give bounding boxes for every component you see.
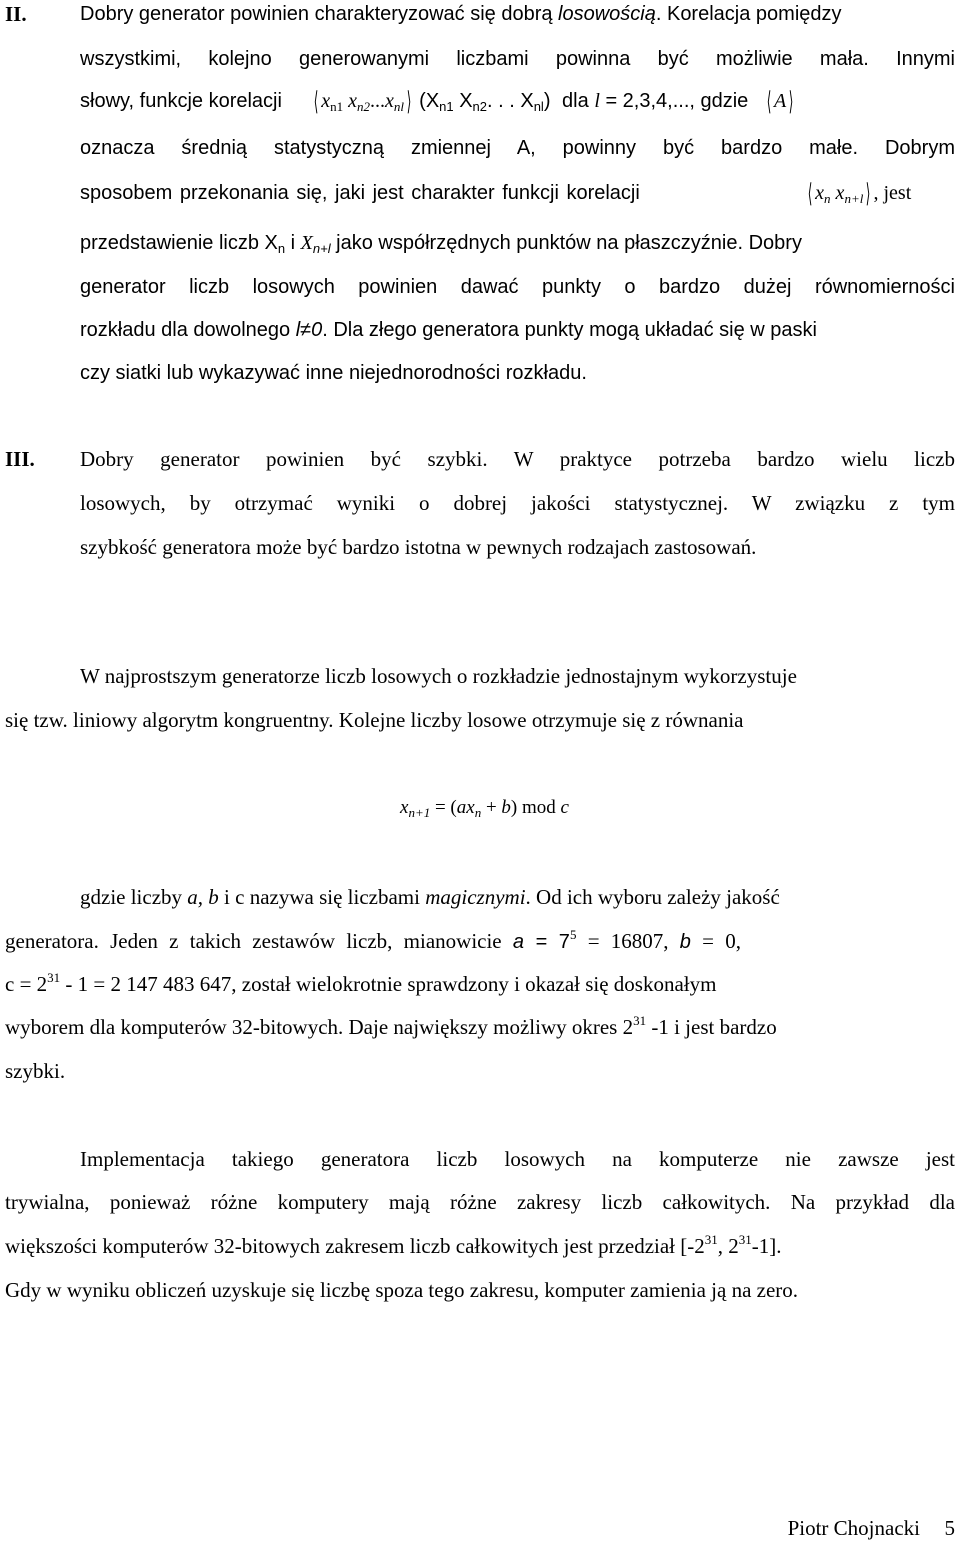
text-line: sposobem przekonania się, jaki jest charakter funkcji korelacji ⟨ $x_n$ $x_{n+l}$ ⟩ , jest: [80, 179, 912, 208]
text-line: $c = 2^{31} - 1 = 2$ 147 483 647, został wielokrotnie sprawdzony i okazał się doskonałym: [5, 970, 717, 996]
text-line: oznacza średnią statystyczną zmiennej A, powinny być bardzo małe. Dobrym: [80, 137, 955, 159]
text-line: większości komputerów 32-bitowych zakresem liczb całkowitych jest przedział [$-2^{31}$, $2^{31}-1$].: [5, 1232, 782, 1258]
page-footer: [788, 1516, 955, 1541]
text-line: wszystkimi, kolejno generowanymi liczbami powinna być możliwie mała. Innymi: [80, 48, 955, 70]
text-line: generator liczb losowych powinien dawać punkty o bardzo dużej równomierności: [80, 276, 955, 298]
footer-author: Piotr Chojnacki: [787, 1516, 920, 1540]
section-number: III.: [5, 447, 35, 471]
text-line: losowych, by otrzymać wyniki o dobrej jakości statystycznej. W związku z tym: [80, 491, 955, 515]
text-line: czy siatki lub wykazywać inne niejednorodności rozkładu.: [80, 362, 587, 384]
text-line: Implementacja takiego generatora liczb losowych na komputerze nie zawsze jest: [80, 1147, 955, 1171]
text-line: generatora. Jeden z takich zestawów liczb, mianowicie $a = 7^5 = 16807$, b = 0,: [5, 927, 741, 953]
text-line: Gdy w wyniku obliczeń uzyskuje się liczbę spoza tego zakresu, komputer zamienia ją na zero.: [5, 1278, 799, 1302]
text-line: przedstawienie liczb $X_n$ i $X_{n+l}$ jako współrzędnych punktów na płaszczyźnie. Dobry: [80, 232, 802, 256]
page-number: 5: [944, 1516, 955, 1540]
text-line: szybkość generatora może być bardzo istotna w pewnych rodzajach zastosowań.: [80, 535, 757, 559]
text-line: trywialna, ponieważ różne komputery mają różne zakresy liczb całkowitych. Na przykład dla: [5, 1190, 955, 1214]
text-line: W najprostszym generatorze liczb losowych o rozkładzie jednostajnym wykorzystuje: [80, 664, 797, 688]
text-line: Dobry generator powinien charakteryzować się dobrą losowością. Korelacja pomiędzy: [80, 3, 842, 25]
text-line: się tzw. liniowy algorytm kongruentny. Kolejne liczby losowe otrzymuje się z równania: [5, 708, 744, 732]
correlation-formula: ⟨ $x_{n1}$ $x_{n2}...x_{nl}$ ⟩: [313, 87, 412, 116]
section-number: II.: [5, 2, 27, 26]
correlation-formula-pair: ⟨ $x_n$ $x_{n+l}$ ⟩ , jest: [807, 179, 912, 208]
text-line: wyborem dla komputerów 32-bitowych. Daje największy możliwy okres $2^{31}$ -1 i jest bardzo: [5, 1013, 777, 1039]
text-line: słowy, funkcje korelacji ⟨ $x_{n1}$ $x_{n2}...x_{nl}$ ⟩ ($X_{n1}$ $X_{n2}$. . . $X_{nl}$) dla l = 2,3,4,..., gdzie ⟨ A ⟩: [80, 86, 794, 116]
lcg-equation: $x_{n+1} = (ax_n + b)$ mod c: [400, 797, 569, 820]
text-line: szybki.: [5, 1059, 66, 1083]
text-line: gdzie liczby a, b i c nazywa się liczbami magicznymi. Od ich wyboru zależy jakość: [80, 885, 780, 909]
text-line: Dobry generator powinien być szybki. W praktyce potrzeba bardzo wielu liczb: [80, 447, 955, 471]
text-line: rozkładu dla dowolnego l≠0. Dla złego generatora punkty mogą układać się w paski: [80, 319, 817, 341]
